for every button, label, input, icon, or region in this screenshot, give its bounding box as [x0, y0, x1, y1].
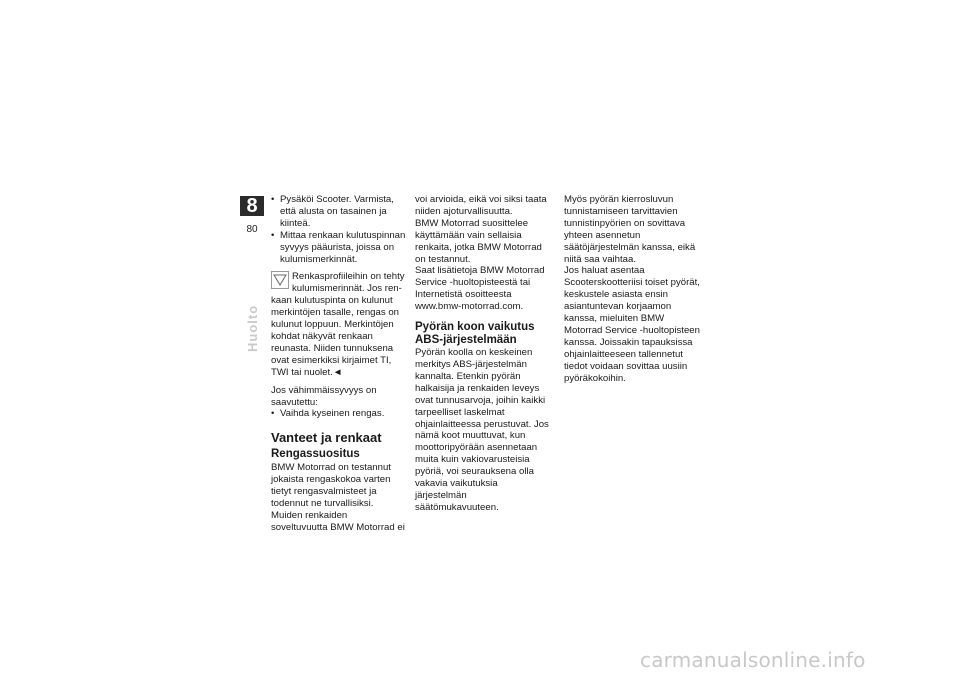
column-3 — [564, 194, 702, 385]
paragraph: BMW Motorrad on testannut jokaista rengaskokoa varten tietyt rengasvalmisteet ja todennut ne turvallisiksi. Muiden renkaiden soveltuvuutta BMW Motorrad ei — [271, 462, 405, 533]
section-heading: Vanteet ja renkaat — [271, 430, 382, 446]
paragraph: Jos haluat asentaa Scooterskootteriisi toiset pyörät, keskustele asiasta ensin asiantuntevan korjaamon kanssa, mieluiten BMW Motorrad Service -huoltopisteen kanssa. Joissakin tapauksissa ohjainlaitteeseen tallennetut tiedot voidaan sovittaa uusiin pyöräkokoihin. — [564, 265, 700, 384]
paragraph: voi arvioida, eikä voi siksi taata niiden ajoturvallisuutta. — [415, 194, 547, 217]
column-1 — [271, 194, 406, 534]
watermark: carmanualsonline.info — [640, 648, 866, 672]
bullet-item: • Mittaa renkaan kulutuspinnan syvyys pääurista, joissa on kulumismerkinnät. — [271, 230, 406, 266]
section-label: Huolto — [245, 304, 260, 352]
paragraph: Jos vähimmäissyvyys on saavutettu: — [271, 384, 377, 408]
warning-triangle-icon — [271, 271, 289, 289]
chapter-number: 8 — [240, 196, 264, 216]
subheading: Pyörän koon vaikutus ABS-järjestelmään — [415, 321, 535, 346]
paragraph: Saat lisätietoja BMW Motorrad Service -huoltopisteestä tai Internetistä osoitteesta www.bmw-motorrad.com. — [415, 265, 545, 313]
page-number: 80 — [246, 224, 258, 235]
paragraph: Myös pyörän kierrosluvun tunnistamiseen tarvittavien tunnistinpyörien on sovittava yhteen asennetun säätöjärjestelmän kanssa, eikä niitä saa vaihtaa. — [564, 194, 696, 265]
note-first-line: Renkasprofiileihin on tehty kulumismerinnät. Jos ren- — [292, 271, 405, 295]
bullet-item: • Vaihda kyseinen rengas. — [271, 408, 406, 420]
column-2 — [415, 194, 550, 514]
note-block — [271, 271, 406, 378]
bullet-item: • Pysäköi Scooter. Varmista, että alusta on tasainen ja kiinteä. — [271, 194, 406, 230]
note-text: kaan kulutuspinta on kulunut merkintöjen tasalle, rengas on kulunut loppuun. Merkintöjen kohdat näkyvät renkaan reunasta. Niiden tunnuksena ovat esimerkiksi kirjaimet TI, TWI tai nuolet.◄ — [271, 295, 399, 378]
subheading: Rengassuositus — [271, 448, 360, 461]
paragraph: Pyörän koolla on keskeinen merkitys ABS-järjestelmän kannalta. Etenkin pyörän halkaisija ja renkaiden leveys ovat tunnusarvoja, joihin kaikki tarpeelliset laskelmat ohjainlaitteessa perustuvat. Jos nämä koot muuttuvat, kun moottoripyörään asennetaan muita kuin vakiovarusteisia pyöriä, voi seurauksena olla vakavia vaikutuksia järjestelmän säätömukavuuteen. — [415, 347, 549, 513]
paragraph: BMW Motorrad suosittelee käyttämään vain sellaisia renkaita, jotka BMW Motorrad on testannut. — [415, 217, 542, 265]
